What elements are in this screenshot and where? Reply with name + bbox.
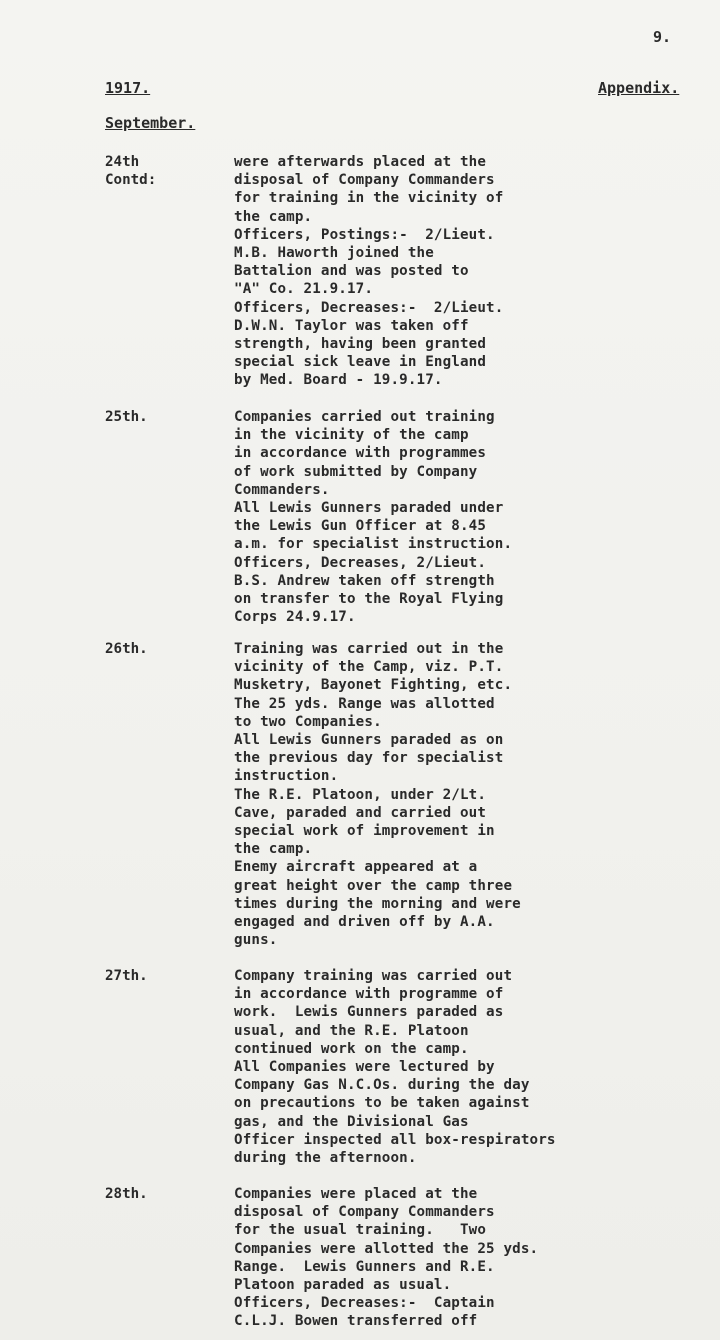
entry-line: usual, and the R.E. Platoon bbox=[234, 1022, 469, 1039]
entry-line: gas, and the Divisional Gas bbox=[234, 1113, 469, 1130]
entry-text bbox=[234, 640, 521, 949]
entry-line: All Lewis Gunners paraded under bbox=[234, 500, 504, 517]
entry-line: strength, having been granted bbox=[234, 336, 487, 353]
entry-line: in accordance with programmes bbox=[234, 445, 487, 462]
entry-line: were afterwards placed at the bbox=[234, 154, 487, 170]
entry-line: vicinity of the Camp, viz. P.T. bbox=[234, 659, 504, 676]
entry-line: for training in the vicinity of bbox=[234, 190, 504, 207]
entry-line: Musketry, Bayonet Fighting, etc. bbox=[234, 677, 513, 694]
entry-line: Officers, Decreases:- 2/Lieut. bbox=[234, 299, 504, 316]
entry-line: the previous day for specialist bbox=[234, 750, 504, 767]
entry-line: The R.E. Platoon, under 2/Lt. bbox=[234, 786, 487, 803]
year-heading: 1917. bbox=[105, 79, 151, 97]
entry-line: Officer inspected all box-respirators bbox=[234, 1131, 556, 1148]
entry-line: B.S. Andrew taken off strength bbox=[234, 572, 495, 589]
entry-date: 28th. bbox=[105, 1186, 148, 1202]
entry-line: Range. Lewis Gunners and R.E. bbox=[234, 1258, 495, 1275]
entry-line: "A" Co. 21.9.17. bbox=[234, 281, 374, 298]
entry-line: Corps 24.9.17. bbox=[234, 609, 356, 626]
entry-date: 25th. bbox=[105, 409, 148, 425]
entry-line: All Companies were lectured by bbox=[234, 1059, 495, 1076]
entry-line: All Lewis Gunners paraded as on bbox=[234, 732, 504, 749]
entry-line: Company training was carried out bbox=[234, 968, 513, 984]
entry-line: Training was carried out in the bbox=[234, 641, 504, 657]
entry-date: 24th Contd: bbox=[105, 154, 157, 189]
entry-line: D.W.N. Taylor was taken off bbox=[234, 317, 469, 334]
entry-line: special work of improvement in bbox=[234, 823, 495, 840]
entry-line: disposal of Company Commanders bbox=[234, 172, 495, 189]
entry-text bbox=[234, 1185, 538, 1331]
entry-line: during the afternoon. bbox=[234, 1150, 417, 1167]
month-heading: September. bbox=[105, 114, 196, 132]
entry-line: engaged and driven off by A.A. bbox=[234, 914, 495, 931]
entry-line: guns. bbox=[234, 932, 278, 949]
entry-line: the camp. bbox=[234, 841, 313, 858]
entry-line: in accordance with programme of bbox=[234, 986, 504, 1003]
entry-line: Companies were placed at the bbox=[234, 1186, 478, 1202]
entry-line: Battalion and was posted to bbox=[234, 263, 469, 280]
entry-line: a.m. for specialist instruction. bbox=[234, 536, 513, 553]
entry-line: disposal of Company Commanders bbox=[234, 1204, 495, 1221]
entry-line: of work submitted by Company bbox=[234, 463, 478, 480]
entry-text bbox=[234, 153, 503, 390]
entry-line: Cave, paraded and carried out bbox=[234, 804, 487, 821]
entry-line: special sick leave in England bbox=[234, 354, 487, 371]
entry-text bbox=[234, 967, 556, 1167]
entry-line: Companies carried out training bbox=[234, 409, 495, 425]
entry-line: the camp. bbox=[234, 208, 313, 225]
entry-date: 26th. bbox=[105, 641, 148, 657]
appendix-heading: Appendix. bbox=[598, 79, 680, 97]
entry-line: work. Lewis Gunners paraded as bbox=[234, 1004, 504, 1021]
entry-line: to two Companies. bbox=[234, 713, 382, 730]
entry-date: 27th. bbox=[105, 968, 148, 984]
entry-line: the Lewis Gun Officer at 8.45 bbox=[234, 518, 487, 535]
entry-line: times during the morning and were bbox=[234, 895, 521, 912]
entry-line: Company Gas N.C.Os. during the day bbox=[234, 1077, 530, 1094]
entry-line: by Med. Board - 19.9.17. bbox=[234, 372, 443, 389]
entry-line: M.B. Haworth joined the bbox=[234, 245, 434, 262]
entry-line: The 25 yds. Range was allotted bbox=[234, 695, 495, 712]
entry-line: in the vicinity of the camp bbox=[234, 427, 469, 444]
entry-line: on precautions to be taken against bbox=[234, 1095, 530, 1112]
entry-text bbox=[234, 408, 512, 626]
entry-line: continued work on the camp. bbox=[234, 1040, 469, 1057]
page-number: 9. bbox=[653, 28, 672, 46]
entry-line: Officers, Decreases, 2/Lieut. bbox=[234, 554, 487, 571]
entry-line: C.L.J. Bowen transferred off bbox=[234, 1313, 478, 1330]
entry-line: on transfer to the Royal Flying bbox=[234, 591, 504, 608]
entry-line: Officers, Postings:- 2/Lieut. bbox=[234, 226, 495, 243]
entry-line: Platoon paraded as usual. bbox=[234, 1277, 452, 1294]
entry-line: Officers, Decreases:- Captain bbox=[234, 1295, 495, 1312]
entry-line: Commanders. bbox=[234, 481, 330, 498]
entry-line: great height over the camp three bbox=[234, 877, 513, 894]
entry-line: Enemy aircraft appeared at a bbox=[234, 859, 478, 876]
entry-line: Companies were allotted the 25 yds. bbox=[234, 1240, 539, 1257]
entry-line: for the usual training. Two bbox=[234, 1222, 487, 1239]
entry-line: instruction. bbox=[234, 768, 339, 785]
